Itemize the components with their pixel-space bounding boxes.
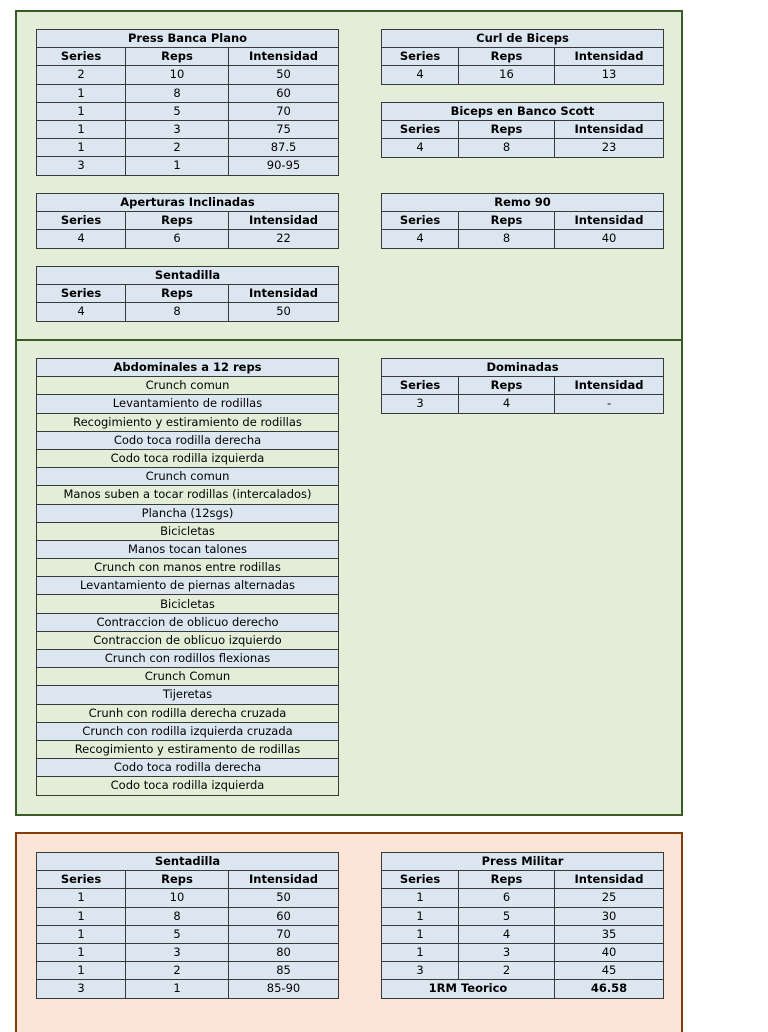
header-reps: Reps xyxy=(459,121,555,139)
cell-series: 1 xyxy=(37,102,126,120)
cell-intensidad: 80 xyxy=(229,943,339,961)
cell-series: 1 xyxy=(37,943,126,961)
table-title: Press Militar xyxy=(382,853,664,871)
cell-reps: 2 xyxy=(459,962,555,980)
cell-reps: 6 xyxy=(126,230,229,248)
cell-intensidad: 25 xyxy=(555,889,664,907)
header-series: Series xyxy=(37,212,126,230)
header-intensidad: Intensidad xyxy=(229,48,339,66)
list-item: Contraccion de oblicuo izquierdo xyxy=(37,631,339,649)
list-item: Bicicletas xyxy=(37,522,339,540)
cell-intensidad: 40 xyxy=(555,943,664,961)
table-row xyxy=(37,120,339,138)
table-aperturas-inclinadas xyxy=(36,193,339,249)
cell-series: 1 xyxy=(37,889,126,907)
cell-intensidad: 75 xyxy=(229,120,339,138)
cell-series: 4 xyxy=(37,230,126,248)
header-reps: Reps xyxy=(126,285,229,303)
table-remo-90 xyxy=(381,193,664,249)
list-item: Crunch con rodillos flexionas xyxy=(37,650,339,668)
cell-series: 1 xyxy=(37,139,126,157)
table-title: Biceps en Banco Scott xyxy=(382,103,664,121)
header-reps: Reps xyxy=(459,871,555,889)
cell-series: 4 xyxy=(382,139,459,157)
cell-series: 1 xyxy=(37,962,126,980)
cell-reps: 5 xyxy=(126,925,229,943)
table-title: Remo 90 xyxy=(382,194,664,212)
list-item: Crunch con rodilla izquierda cruzada xyxy=(37,722,339,740)
cell-reps: 10 xyxy=(126,66,229,84)
cell-reps: 5 xyxy=(126,102,229,120)
table-row xyxy=(37,303,339,321)
header-reps: Reps xyxy=(459,48,555,66)
cell-reps: 8 xyxy=(459,139,555,157)
cell-reps: 2 xyxy=(126,139,229,157)
cell-series: 3 xyxy=(37,157,126,175)
list-item: Crunch comun xyxy=(37,468,339,486)
table-abdominales xyxy=(36,358,339,796)
header-series: Series xyxy=(37,285,126,303)
table-biceps-banco-scott xyxy=(381,102,664,158)
list-item: Levantamiento de rodillas xyxy=(37,395,339,413)
table-row xyxy=(382,962,664,980)
cell-series: 4 xyxy=(37,303,126,321)
table-title: Aperturas Inclinadas xyxy=(37,194,339,212)
cell-series: 1 xyxy=(382,925,459,943)
cell-intensidad: 50 xyxy=(229,889,339,907)
cell-series: 4 xyxy=(382,230,459,248)
header-intensidad: Intensidad xyxy=(229,212,339,230)
header-intensidad: Intensidad xyxy=(555,871,664,889)
header-reps: Reps xyxy=(126,871,229,889)
rm-teorico-value: 46.58 xyxy=(555,980,664,998)
header-series: Series xyxy=(382,377,459,395)
table-row xyxy=(382,925,664,943)
cell-series: 1 xyxy=(37,120,126,138)
header-intensidad: Intensidad xyxy=(555,121,664,139)
table-title: Sentadilla xyxy=(37,267,339,285)
cell-series: 1 xyxy=(382,943,459,961)
table-dominadas xyxy=(381,358,664,414)
table-sentadilla-lower xyxy=(36,852,339,999)
table-row xyxy=(382,943,664,961)
list-item: Crunh con rodilla derecha cruzada xyxy=(37,704,339,722)
table-row xyxy=(37,157,339,175)
cell-series: 3 xyxy=(382,962,459,980)
cell-series: 3 xyxy=(382,395,459,413)
header-series: Series xyxy=(37,48,126,66)
table-row xyxy=(37,980,339,998)
cell-series: 1 xyxy=(37,84,126,102)
table-row xyxy=(382,66,664,84)
cell-reps: 8 xyxy=(126,303,229,321)
table-title: Abdominales a 12 reps xyxy=(37,359,339,377)
cell-reps: 8 xyxy=(126,84,229,102)
cell-reps: 3 xyxy=(126,943,229,961)
cell-intensidad: 50 xyxy=(229,66,339,84)
list-item: Manos suben a tocar rodillas (intercalados) xyxy=(37,486,339,504)
list-item: Manos tocan talones xyxy=(37,540,339,558)
header-intensidad: Intensidad xyxy=(555,212,664,230)
cell-series: 1 xyxy=(382,907,459,925)
cell-intensidad: 35 xyxy=(555,925,664,943)
cell-reps: 6 xyxy=(459,889,555,907)
cell-reps: 1 xyxy=(126,980,229,998)
cell-intensidad: - xyxy=(555,395,664,413)
header-intensidad: Intensidad xyxy=(229,285,339,303)
header-intensidad: Intensidad xyxy=(555,377,664,395)
table-curl-biceps xyxy=(381,29,664,85)
table-press-banca-plano xyxy=(36,29,339,176)
cell-reps: 16 xyxy=(459,66,555,84)
cell-intensidad: 40 xyxy=(555,230,664,248)
table-row xyxy=(37,102,339,120)
cell-reps: 4 xyxy=(459,395,555,413)
list-item: Crunch comun xyxy=(37,377,339,395)
rm-teorico-label: 1RM Teorico xyxy=(382,980,555,998)
list-item: Contraccion de oblicuo derecho xyxy=(37,613,339,631)
header-reps: Reps xyxy=(126,48,229,66)
list-item: Codo toca rodilla izquierda xyxy=(37,777,339,795)
header-reps: Reps xyxy=(459,212,555,230)
table-title: Curl de Biceps xyxy=(382,30,664,48)
cell-intensidad: 85 xyxy=(229,962,339,980)
cell-intensidad: 13 xyxy=(555,66,664,84)
header-series: Series xyxy=(37,871,126,889)
table-sentadilla-upper xyxy=(36,266,339,322)
list-item: Codo toca rodilla derecha xyxy=(37,759,339,777)
table-row xyxy=(382,139,664,157)
table-row xyxy=(382,230,664,248)
cell-reps: 5 xyxy=(459,907,555,925)
cell-series: 3 xyxy=(37,980,126,998)
cell-reps: 1 xyxy=(126,157,229,175)
cell-series: 1 xyxy=(382,889,459,907)
table-row xyxy=(37,907,339,925)
cell-reps: 3 xyxy=(459,943,555,961)
cell-intensidad: 60 xyxy=(229,84,339,102)
table-row xyxy=(37,925,339,943)
table-row xyxy=(37,139,339,157)
table-title: Dominadas xyxy=(382,359,664,377)
cell-reps: 2 xyxy=(126,962,229,980)
cell-intensidad: 85-90 xyxy=(229,980,339,998)
list-item: Tijeretas xyxy=(37,686,339,704)
header-series: Series xyxy=(382,48,459,66)
header-series: Series xyxy=(382,871,459,889)
header-intensidad: Intensidad xyxy=(229,871,339,889)
table-row xyxy=(37,66,339,84)
cell-reps: 3 xyxy=(126,120,229,138)
table-row xyxy=(382,395,664,413)
cell-intensidad: 60 xyxy=(229,907,339,925)
cell-intensidad: 70 xyxy=(229,925,339,943)
header-series: Series xyxy=(382,212,459,230)
cell-intensidad: 22 xyxy=(229,230,339,248)
list-item: Recogimiento y estiramento de rodillas xyxy=(37,740,339,758)
cell-intensidad: 23 xyxy=(555,139,664,157)
header-intensidad: Intensidad xyxy=(555,48,664,66)
cell-series: 2 xyxy=(37,66,126,84)
cell-reps: 10 xyxy=(126,889,229,907)
list-item: Crunch Comun xyxy=(37,668,339,686)
list-item: Recogimiento y estiramiento de rodillas xyxy=(37,413,339,431)
cell-reps: 8 xyxy=(459,230,555,248)
table-row xyxy=(382,889,664,907)
list-item: Bicicletas xyxy=(37,595,339,613)
table-press-militar xyxy=(381,852,664,999)
cell-intensidad: 50 xyxy=(229,303,339,321)
header-reps: Reps xyxy=(459,377,555,395)
table-row xyxy=(37,230,339,248)
cell-intensidad: 70 xyxy=(229,102,339,120)
cell-intensidad: 90-95 xyxy=(229,157,339,175)
table-row xyxy=(37,962,339,980)
table-title: Sentadilla xyxy=(37,853,339,871)
table-title: Press Banca Plano xyxy=(37,30,339,48)
cell-series: 1 xyxy=(37,925,126,943)
list-item: Levantamiento de piernas alternadas xyxy=(37,577,339,595)
cell-intensidad: 45 xyxy=(555,962,664,980)
cell-intensidad: 30 xyxy=(555,907,664,925)
table-row xyxy=(37,943,339,961)
list-item: Crunch con manos entre rodillas xyxy=(37,559,339,577)
cell-series: 1 xyxy=(37,907,126,925)
cell-reps: 4 xyxy=(459,925,555,943)
table-row xyxy=(37,84,339,102)
cell-intensidad: 87.5 xyxy=(229,139,339,157)
cell-series: 4 xyxy=(382,66,459,84)
cell-reps: 8 xyxy=(126,907,229,925)
table-row xyxy=(37,889,339,907)
table-row xyxy=(382,907,664,925)
header-reps: Reps xyxy=(126,212,229,230)
list-item: Plancha (12sgs) xyxy=(37,504,339,522)
list-item: Codo toca rodilla izquierda xyxy=(37,449,339,467)
header-series: Series xyxy=(382,121,459,139)
list-item: Codo toca rodilla derecha xyxy=(37,431,339,449)
